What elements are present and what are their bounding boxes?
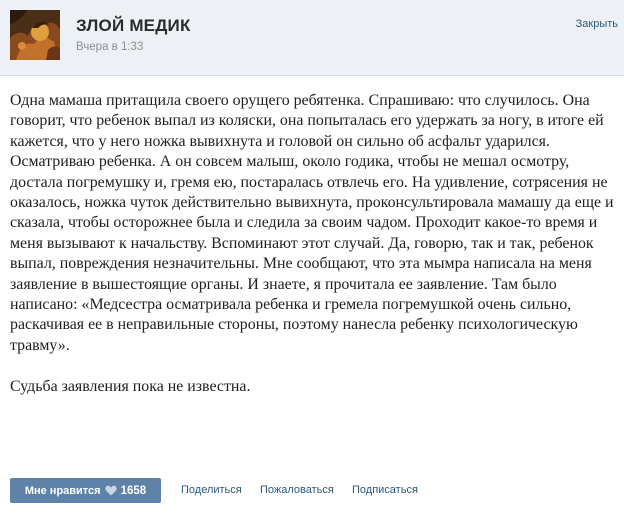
like-label: Мне нравится	[24, 484, 101, 497]
heart-icon	[105, 485, 117, 496]
author-name[interactable]: ЗЛОЙ МЕДИК	[76, 16, 191, 35]
close-link[interactable]: Закрыть	[575, 18, 618, 30]
post-paragraph: Одна мамаша притащила своего орущего ребятенка. Спрашиваю: что случилось. Она говорит, что ребенок выпал из коляски, она попыталась его удержать за ногу, в итоге ей кажется, что у него ножка вывихнута и головой он сильно об асфальт ударился. Осматриваю ребенка. А он совсем малыш, около годика, чтобы не мешал осмотру, достала погремушку и, гремя ею, постаралась отвлечь его. На удивление, сотрясения не оказалось, ножка чуток действительно вывихнута, проконсультировала мамашу да еще и сказала, чтобы осторожнее была и следила за своим чадом. Проходит какое-то время и меня вызывают к начальству. Вспоминают этот случай. Да, говорю, так и так, ребенок выпал, повреждения незначительны. Мне сообщают, что эта мымра написала на меня заявление в вышестоящие органы. И знаете, я прочитала ее заявление. Там было написано: «Медсестра осматривала ребенка и гремела погремушкой очень сильно, раскачивая ее в неправильные стороны, поэтому нанесла ребенку психологическую травму».	[10, 92, 614, 354]
avatar[interactable]	[10, 10, 60, 60]
post-actions	[10, 478, 614, 502]
post-timestamp[interactable]: Вчера в 1:33	[76, 41, 144, 53]
avatar-image	[10, 10, 60, 60]
subscribe-link[interactable]: Подписаться	[352, 484, 418, 496]
post-header	[0, 0, 624, 76]
post-text	[10, 91, 614, 398]
report-link[interactable]: Пожаловаться	[260, 484, 334, 496]
like-count: 1658	[120, 484, 147, 497]
share-link[interactable]: Поделиться	[181, 484, 242, 496]
like-button[interactable]	[10, 478, 161, 503]
post-paragraph: Судьба заявления пока не известна.	[10, 378, 251, 396]
